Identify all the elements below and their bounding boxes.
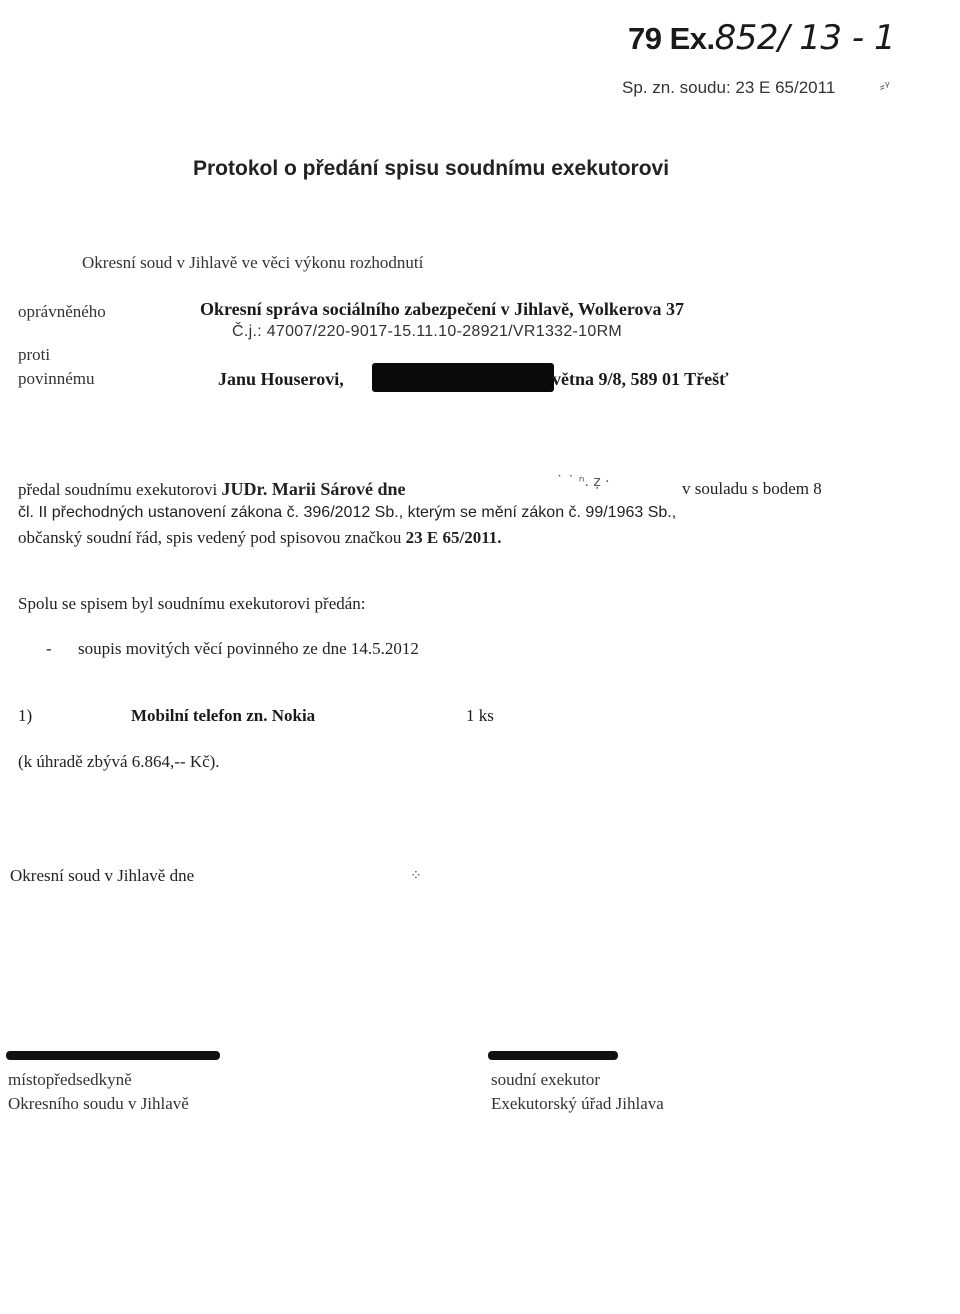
- attachment-bullet: -: [46, 639, 52, 658]
- item-number: 1): [18, 706, 33, 725]
- court-reference: Sp. zn. soudu: 23 E 65/2011: [622, 78, 836, 97]
- debtor-name: Janu Houserovi,: [218, 369, 344, 389]
- case-number: [628, 18, 895, 58]
- creditor-label: oprávněného: [18, 302, 106, 321]
- case-number-suffix: / 13 - 1: [778, 18, 896, 58]
- left-signatory-org: Okresního soudu v Jihlavě: [8, 1094, 189, 1113]
- handover-text: předal soudnímu exekutorovi: [18, 480, 222, 499]
- handover-line-1-end: v souladu s bodem 8: [682, 479, 822, 498]
- handwritten-mark-icon: ⸗ᵞ: [880, 79, 890, 95]
- debtor-address: větna 9/8, 589 01 Třešť: [552, 369, 729, 389]
- intro-text: Okresní soud v Jihlavě ve věci výkonu rozhodnutí: [82, 253, 424, 272]
- item-name: Mobilní telefon zn. Nokia: [131, 706, 316, 725]
- handover-line-3: [18, 528, 502, 548]
- executor-name: JUDr. Marii Sárové dne: [221, 479, 406, 499]
- attachments-heading: Spolu se spisem byl soudnímu exekutorovi předán:: [18, 594, 366, 613]
- case-number-handwritten: 852: [714, 18, 779, 58]
- item-quantity: 1 ks: [466, 706, 494, 725]
- file-reference: 23 E 65/2011.: [405, 528, 502, 547]
- stamp-dots-icon: ⁘: [410, 868, 422, 884]
- handover-line-2: čl. II přechodných ustanovení zákona č. 396/2012 Sb., kterým se mění zákon č. 99/1963 Sb.,: [18, 504, 677, 521]
- left-signatory-role: místopředsedkyně: [8, 1070, 132, 1089]
- document-title: Protokol o předání spisu soudnímu exekutorovi: [193, 157, 670, 180]
- right-signature-line: [488, 1051, 618, 1060]
- handover-line-1: [18, 479, 406, 500]
- right-signatory-role: soudní exekutor: [491, 1070, 601, 1089]
- case-number-prefix: 79 Ex.: [628, 21, 715, 56]
- handover-text-3: občanský soudní řád, spis vedený pod spisovou značkou: [18, 528, 406, 547]
- stamp-mark-icon: ˙ ˙ ⁿ. ẓ̣ ·: [556, 474, 610, 490]
- creditor-reference: Č.j.: 47007/220-9017-15.11.10-28921/VR1332-10RM: [232, 323, 623, 340]
- left-signature-line: [6, 1051, 220, 1060]
- place-date: Okresní soud v Jihlavě dne: [10, 866, 195, 885]
- right-signatory-org: Exekutorský úřad Jihlava: [491, 1094, 664, 1113]
- redaction-bar: [372, 363, 554, 392]
- creditor-name: Okresní správa sociálního zabezpečení v Jihlavě, Wolkerova 37: [200, 299, 685, 319]
- debtor-label: povinnému: [18, 369, 95, 388]
- remaining-amount: (k úhradě zbývá 6.864,-- Kč).: [18, 752, 220, 771]
- attachment-item: soupis movitých věcí povinného ze dne 14.5.2012: [78, 639, 419, 658]
- against-label: proti: [18, 345, 51, 364]
